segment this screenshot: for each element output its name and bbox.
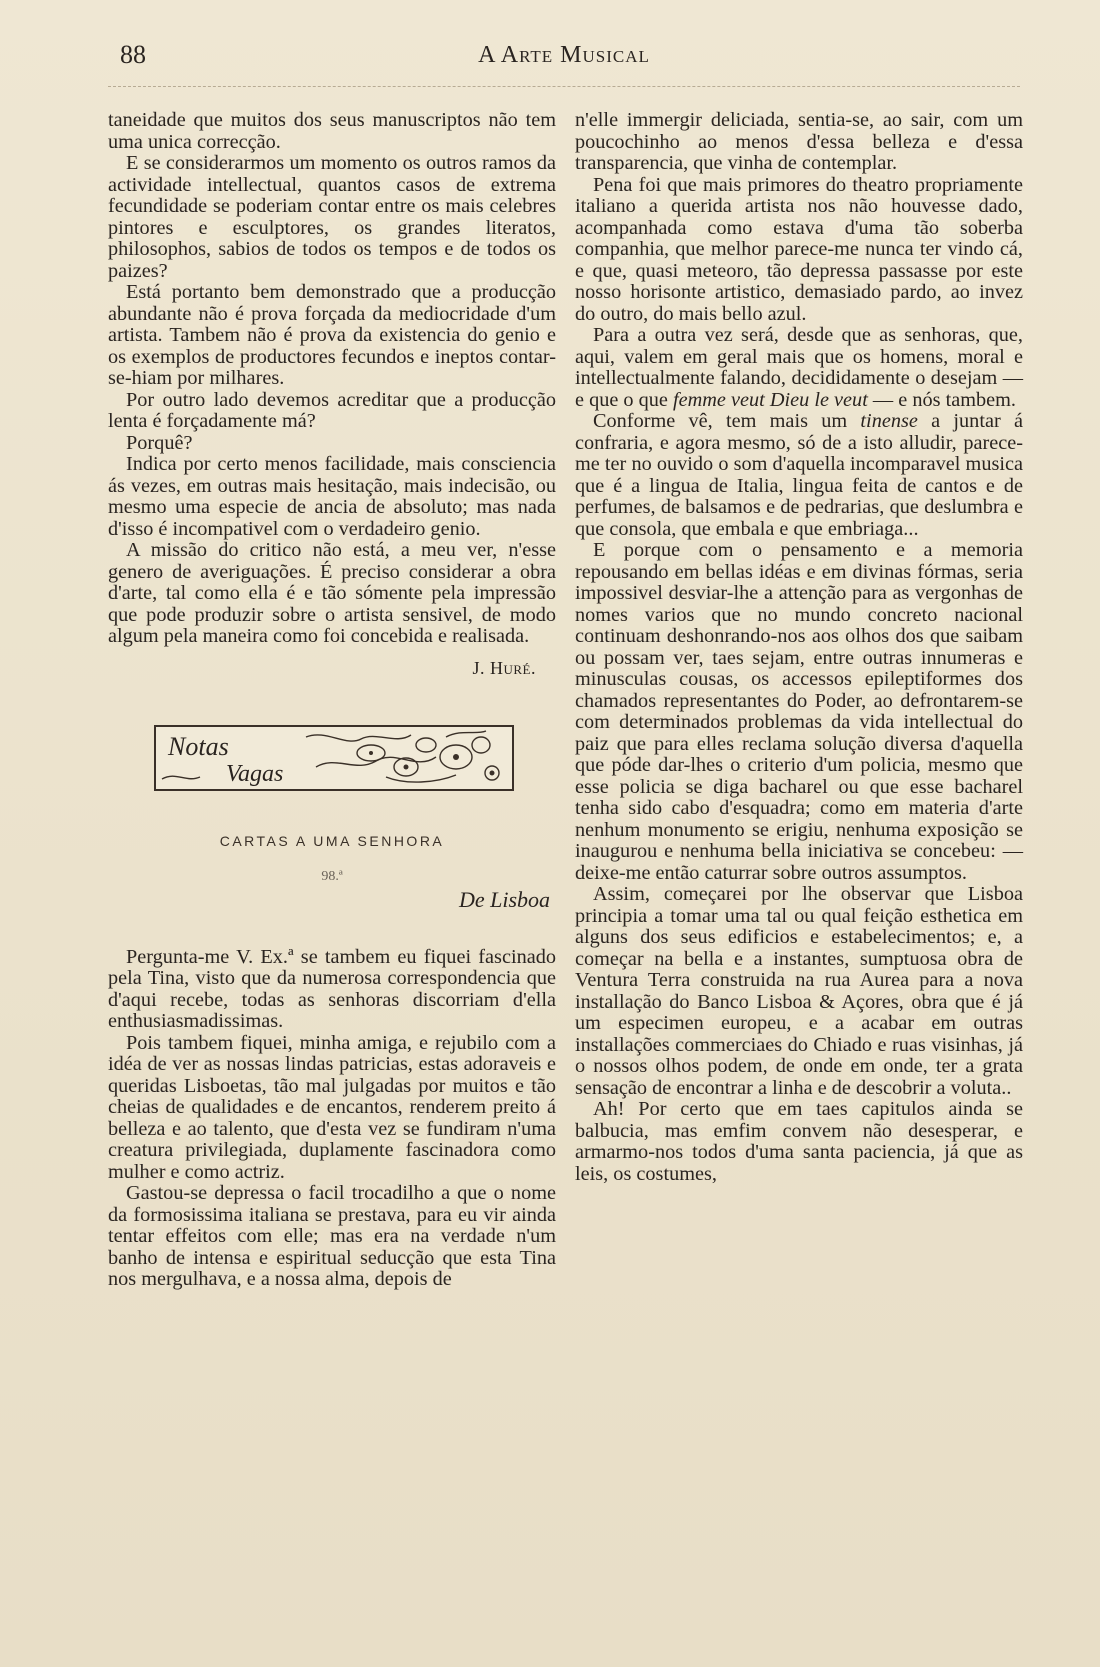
notas-vagas-logo xyxy=(154,725,514,791)
letter-place: De Lisboa xyxy=(458,886,550,912)
author-signature: J. Huré. xyxy=(472,657,536,678)
paragraph: Indica por certo menos facilidade, mais consciencia ás vezes, em outras mais hesitação, mais indecisão, ou mesmo uma especie de ancia de absoluto; mas nada d'isso é incompativel com o verdadeiro genio. xyxy=(108,453,556,540)
paragraph xyxy=(575,325,1023,411)
paragraph: Porquê? xyxy=(126,431,193,454)
left-column xyxy=(108,110,556,1291)
paragraph: Por outro lado devemos acreditar que a producção lenta é forçadamente má? xyxy=(108,388,556,432)
notas-vagas-ornament xyxy=(156,727,512,789)
logo-vagas: Vagas xyxy=(226,760,284,787)
paragraph: Pena foi que mais primores do theatro propriamente italiano a querida artista nos não houvesse dado, acompanhada como estava d'uma tão soberba companhia, que melhor parece-me nunca ter vindo cá, e que, quasi meteoro, tão depressa passasse por este nosso horisonte artistico, demasiado pardo, ao invez do outro, do mais bello azul. xyxy=(575,173,1023,325)
right-column xyxy=(575,110,1023,1185)
paragraph: A missão do critico não está, a meu ver, n'esse genero de averiguações. É preciso considerar a obra d'arte, tal como ella é e tão sómente pela impressão que pode produzir sobre o artista sensivel, de modo algum pela maneira como foi concebida e realisada. xyxy=(108,539,556,647)
paragraph-text: Conforme vê, tem mais um xyxy=(593,410,861,432)
paragraph: n'elle immergir deliciada, sentia-se, ao sair, com um poucochinho ao menos d'essa belleza e d'essa transparencia, que vinha de contemplar. xyxy=(575,109,1023,174)
page-header xyxy=(108,40,1020,80)
paragraph: Ah! Por certo que em taes capitulos ainda se balbucia, mas emfim convem não desesperar, e armarmo-nos todos d'uma santa paciencia, já que as leis, os costumes, xyxy=(575,1098,1023,1185)
header-rule xyxy=(108,86,1020,87)
paragraph: E se considerarmos um momento os outros ramos da actividade intellectual, quantos casos de extrema fecundidade se poderiam contar entre os mais celebres pintores e esculptores, os grandes literatos, philosophos, sabios de todos os tempos e de todos os paizes? xyxy=(108,152,556,282)
paragraph: Gastou-se depressa o facil trocadilho a que o nome da formosissima italiana se prestava, para eu vir ainda tentar effeitos com elle; mas era na verdade n'um banho de intensa e espiritual seducção que esta Tina nos mergulhava, e a nossa alma, depois de xyxy=(108,1182,556,1290)
paragraph-text: a juntar á confraria, e agora mesmo, só de a isto alludir, parece-me ter no ouvido o som d'aquella incomparavel musica que é a lingua de Italia, lingua feita de cantos e de perfumes, de balsamos e de pedrarias, que deslumbra e que consola, que embala e que embriaga... xyxy=(575,410,1023,540)
letter-number: 98.ª xyxy=(321,868,343,884)
paragraph: Pois tambem fiquei, minha amiga, e rejubilo com a idéa de ver as nossas lindas patricias, estas adoraveis e queridas Lisboetas, tão mal julgadas por muitos e tão cheias de qualidades e de encantos, renderem preito á belleza e ao talento, que d'esta vez se fundiram n'uma creatura privilegiada, duplamente fascinadora como mulher e como actriz. xyxy=(108,1031,556,1183)
italic-word: tinense xyxy=(860,410,918,432)
italic-phrase: femme veut Dieu le veut xyxy=(673,388,868,411)
paragraph: E porque com o pensamento e a memoria repousando em bellas idéas e em divinas fórmas, seria impossivel desviar-lhe a attenção para as vergonhas de nomes varios que no mundo concreto nacional continuam deshonrando-nos aos olhos dos que saibam ou possam ver, taes sejam, entre outras innumeras e minusculas cousas, os accessos epileptiformes dos chamados representantes do Poder, ao defrontarem-se com determinados problemas da vida intellectual do paiz que para elles reclama solução diversa d'aquella que póde dar-lhes o criterio d'um policia, mesmo que esse policia se diga bacharel ou que esse bacharel tenha sido cabo d'esquadra; como em materia d'arte nenhum monumento se erigiu, nenhuma exposição se inaugurou e nenhuma bella iniciativa se concebeu: — deixe-me então caturrar sobre outros assumptos. xyxy=(575,539,1023,884)
paragraph-text: — e nós tambem. xyxy=(867,388,1016,411)
letter-body xyxy=(108,947,556,1291)
paragraph: Pergunta-me V. Ex.ª se tambem eu fiquei fascinado pela Tina, visto que da numerosa correspondencia que d'aqui recebe, todas as senhoras discorriam d'ella enthusiasmadissimas. xyxy=(108,945,556,1032)
paragraph xyxy=(575,411,1023,540)
journal-title: A Arte Musical xyxy=(478,42,650,68)
logo-notas: Notas xyxy=(168,731,229,761)
page-number: 88 xyxy=(120,40,146,69)
paragraph-text: Para a outra vez será, desde que as senhoras, que, aqui, valem em geral mais que os homens, moral e intellectualmente falando, decididamente o desejam — e que o que xyxy=(575,324,1023,411)
paragraph: taneidade que muitos dos seus manuscriptos não tem uma unica correcção. xyxy=(108,109,556,153)
paragraph: Assim, começarei por lhe observar que Lisboa principia a tomar uma tal ou qual feição esthetica em alguns dos seus edificios e estabelecimentos; e, a começar na bella e a instantes, sumptuosa obra de Ventura Terra construida na rua Aurea para a nova installação do Banco Lisboa & Açores, obra que é já um especimen europeu, e a acabar em outras installações commerciaes do Chiado e ruas visinhas, já o nossos olhos podem, de onde em onde, ter a grata sensação de encontrar a linha e de descobrir a voluta.. xyxy=(575,883,1023,1099)
section-heading: CARTAS A UMA SENHORA xyxy=(219,832,445,849)
paragraph: Está portanto bem demonstrado que a producção abundante não é prova forçada da mediocridade d'um artista. Tambem não é prova da existencia do genio e os exemplos de productores fecundos e ineptos contar-se-hiam por milhares. xyxy=(108,281,556,389)
